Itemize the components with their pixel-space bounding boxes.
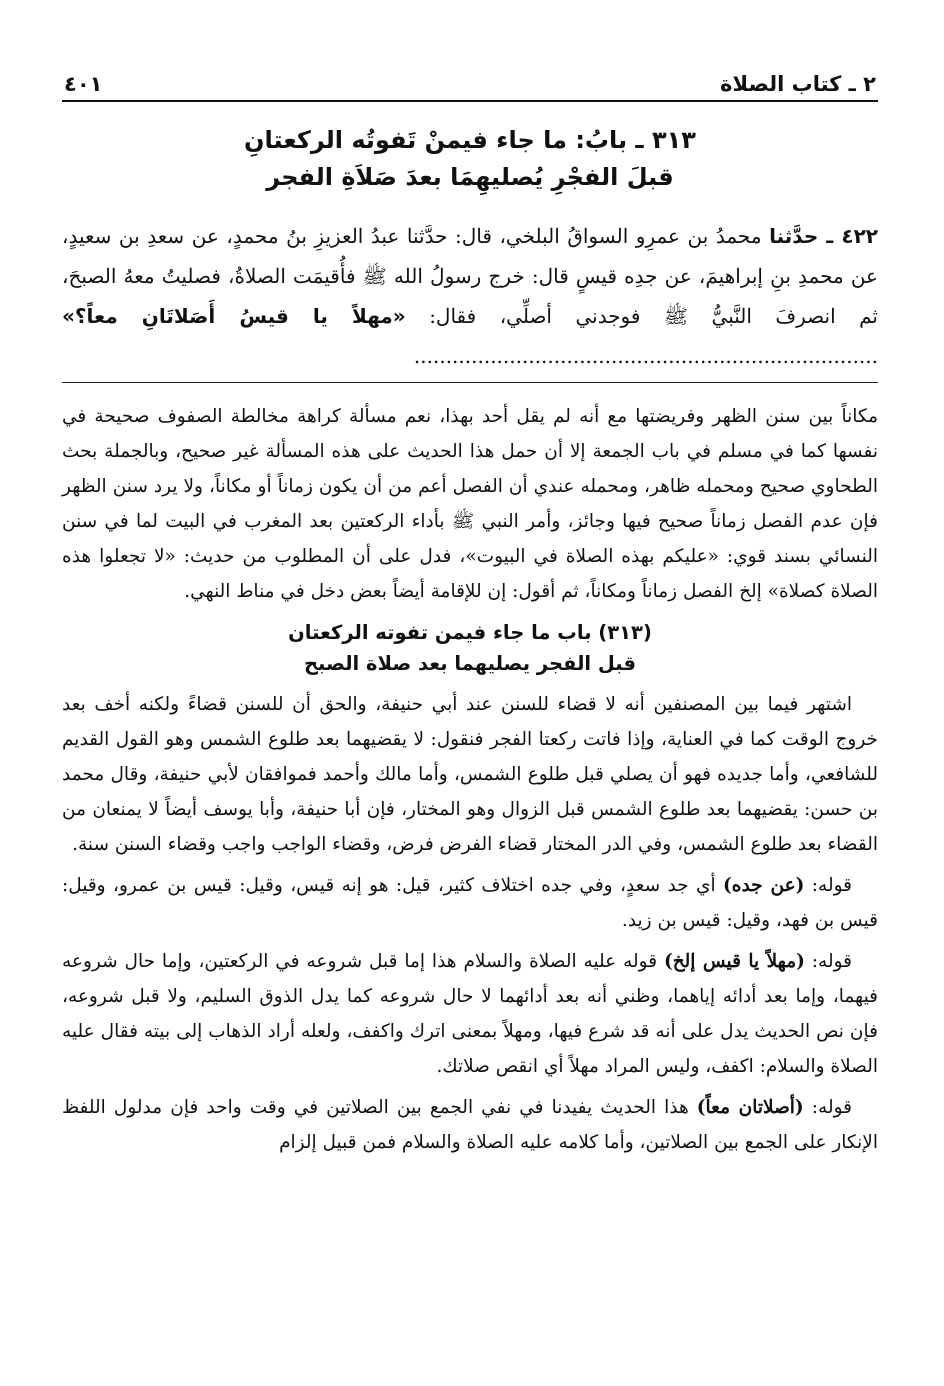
commentary-paragraph-2: اشتهر فيما بين المصنفين أنه لا قضاء للسنن عند أبي حنيفة، والحق أن للسنن قضاءً ولكنه أخف بعد خروج الوقت كما في العناية، وإذا فاتت ركعتا الفجر فنقول: لا يقضيهما بعد طلوع الشمس وهو القول القديم للشافعي، وأما جديده فهو أن يصلي قبل طلوع الشمس، وأما مالك وأحمد فموافقان لأبي حنيفة، وقال محمد بن حسن: يقضيهما بعد طلوع الشمس قبل الزوال وهو المختار، فإن أبا حنيفة، وأبا يوسف أيضاً لا يمنعان من القضاء بعد طلوع الشمس، وفي الدر المختار قضاء الفرض فرض، وقضاء الواجب واجب وقضاء السنن سنة.: [62, 694, 878, 856]
commentary-paragraph-4: [62, 944, 878, 1084]
commentary-paragraph-1: مكاناً بين سنن الظهر وفريضتها مع أنه لم يقل أحد بهذا، نعم مسألة كراهة مخالطة الصفوف صحيحة في نفسها كما في مسلم في باب الجمعة إلا أن حمل هذا الحديث على هذه المسألة غير صحيح، وبالجملة بحث الطحاوي صحيح ومحمله ظاهر، ومحمله عندي أن الفصل أعم من أن يكون زماناً أو مكاناً، ولا يرد سنن الظهر فإن عدم الفصل زماناً صحيح فيها وجائز، وأمر النبي ﷺ بأداء الركعتين بعد المغرب في البيت لما في سنن النسائي بسند قوي: «عليكم بهذه الصلاة في البيوت»، فدل على أن المطلوب من حديث: «لا تجعلوا هذه الصلاة كصلاة» إلخ الفصل زماناً ومكاناً، ثم أقول: إن للإقامة أيضاً بعض دخل في مناط النهي.: [62, 406, 878, 603]
para4-text: قوله عليه الصلاة والسلام هذا إما قبل شروعه في الركعتين، وإما حال شروعه فيهما، وإما بعد أدائه إياهما، وظني أنه بعد أدائهما لا حال شروعه كما يدل الذوق السليم، ولا قبل شروعه، فإن نص الحديث يدل على أنه قد شرع فيها، ومهلاً بمعنى اترك واكفف، ولعله أراد الذهاب إلى بيته فقال عليه الصلاة والسلام: اكفف، وليس المراد مهلاً أي انقص صلاتك.: [62, 951, 878, 1078]
commentary: [62, 399, 878, 1160]
hadith-dots: .........................................................................: [413, 344, 878, 369]
para5-term: (أصلاتان معاً): [696, 1097, 804, 1119]
para5-text: هذا الحديث يفيدنا في نفي الجمع بين الصلاتين في وقت واحد فإن مدلول اللفظ الإنكار على الجمع بين الصلاتين، وأما كلامه عليه الصلاة والسلام فمن قبيل إلزام: [62, 1097, 878, 1154]
chapter-heading-line1: ٣١٣ ـ بابُ: ما جاء فيمنْ تَفوتُه الركعتانِ: [244, 126, 696, 154]
page-number: ٤٠١: [64, 72, 103, 96]
running-header: [62, 72, 878, 102]
para4-lead: قوله:: [804, 951, 852, 973]
para3-lead: قوله:: [804, 875, 852, 897]
chapter-heading-line2: قبلَ الفجْرِ يُصليهِمَا بعدَ صَلاَةِ الفجر: [266, 163, 674, 192]
commentary-paragraph-3: [62, 868, 878, 938]
subheading-line2: قبل الفجر يصليهما بعد صلاة الصبح: [303, 652, 636, 676]
hadith-text: [62, 216, 878, 376]
book-title: ٢ ـ كتاب الصلاة: [720, 72, 876, 96]
para3-text: أي جد سعدٍ، وفي جده اختلاف كثير، قيل: هو إنه قيس، وقيل: قيس بن عمرو، وقيل: قيس بن فهد، وقيل: قيس بن زيد.: [62, 875, 878, 932]
subheading-line1: (٣١٣) باب ما جاء فيمن تفوته الركعتان: [288, 621, 652, 645]
para3-term: (عن جده): [723, 875, 805, 897]
footnote-separator: [62, 382, 878, 383]
hadith-body: محمدُ بن عمرِو السواقُ البلخي، قال: حدَّثنا عبدُ العزيزِ بنُ محمدٍ، عن سعدِ بن سعيدٍ، عن محمدِ بنِ إبراهيمَ، عن جدِه قيسٍ قال: خرج رسولُ الله ﷺ فأُقيمَت الصلاةُ، فصليتُ معهُ الصبحَ، ثم انصرفَ النَّبيُّ ﷺ فوجدني أصلِّي، فقال:: [62, 224, 878, 329]
hadith-quote: «مهلاً يا قيسُ أَصَلاتَانِ معاً؟»: [62, 304, 406, 329]
commentary-paragraph-5: [62, 1090, 878, 1160]
hadith-number: ٤٢٢ ـ حدَّثنا: [769, 224, 878, 249]
commentary-subheading: [62, 617, 878, 679]
para5-lead: قوله:: [803, 1097, 852, 1119]
para4-term: (مهلاً يا قيس إلخ): [663, 951, 805, 973]
separator-line: [62, 382, 878, 383]
chapter-heading: [62, 122, 878, 196]
